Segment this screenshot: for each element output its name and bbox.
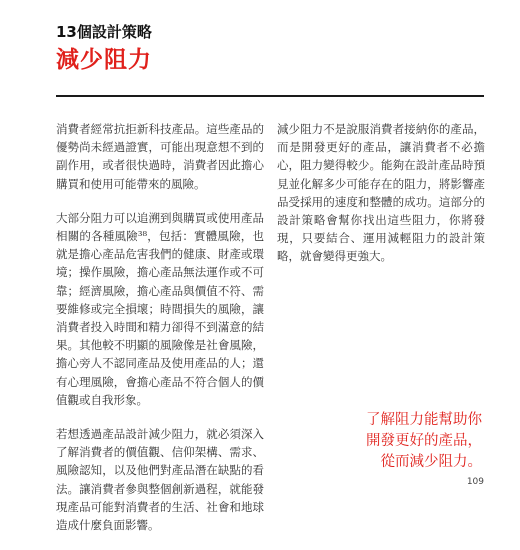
left-column (56, 120, 264, 550)
section-label: 13個設計策略 (56, 23, 152, 41)
body-paragraph-1: 消費者經常抗拒新科技產品。這些產品的優勢尚未經過證實，可能出現意想不到的副作用，或者很快過時，消費者因此擔心購買和使用可能帶來的風險。 (56, 122, 264, 191)
pull-quote-line-3: 從而減少阻力。 (380, 454, 482, 470)
body-paragraph-4: 減少阻力不是說服消費者接納你的產品，而是開發更好的產品，讓消費者不必擔心，阻力變得較少。能夠在設計產品時預見並化解多少可能存在的阻力，將影響產品受採用的速度和整體的成功。這部分的設計策略會幫你找出這些阻力，你將發現，只要結合、運用減輕阻力的設計策略，就會變得更強大。 (277, 122, 485, 264)
body-paragraph-2: 大部分阻力可以追溯到與購買或使用產品相關的各種風險³⁸，包括：實體風險，也就是擔心產品危害我們的健康、財產或環境；操作風險，擔心產品無法運作或不可靠；經濟風險，擔心產品與價值不符、需要維修或完全損壞；時間損失的風險，讓消費者投入時間和精力卻得不到滿意的結果。其他較不明顯的風險像是社會風險，擔心旁人不認同產品及使用產品的人；還有心理風險，會擔心產品不符合個人的價值觀或自我形象。 (56, 210, 264, 407)
header-divider (56, 95, 484, 97)
right-column (277, 120, 485, 282)
pull-quote (366, 410, 482, 473)
page-number: 109 (466, 477, 484, 487)
page-header (56, 22, 152, 76)
pull-quote-line-1: 了解阻力能幫助你 (366, 412, 482, 428)
page-title: 減少阻力 (56, 47, 152, 73)
body-paragraph-3: 若想透過產品設計減少阻力，就必須深入了解消費者的價值觀、信仰架構、需求、風險認知，以及他們對產品潛在缺點的看法。讓消費者參與整個創新過程，就能發現產品可能對消費者的生活、社會和地球造成什麼負面影響。 (56, 427, 264, 533)
pull-quote-line-2: 開發更好的產品， (366, 433, 482, 449)
